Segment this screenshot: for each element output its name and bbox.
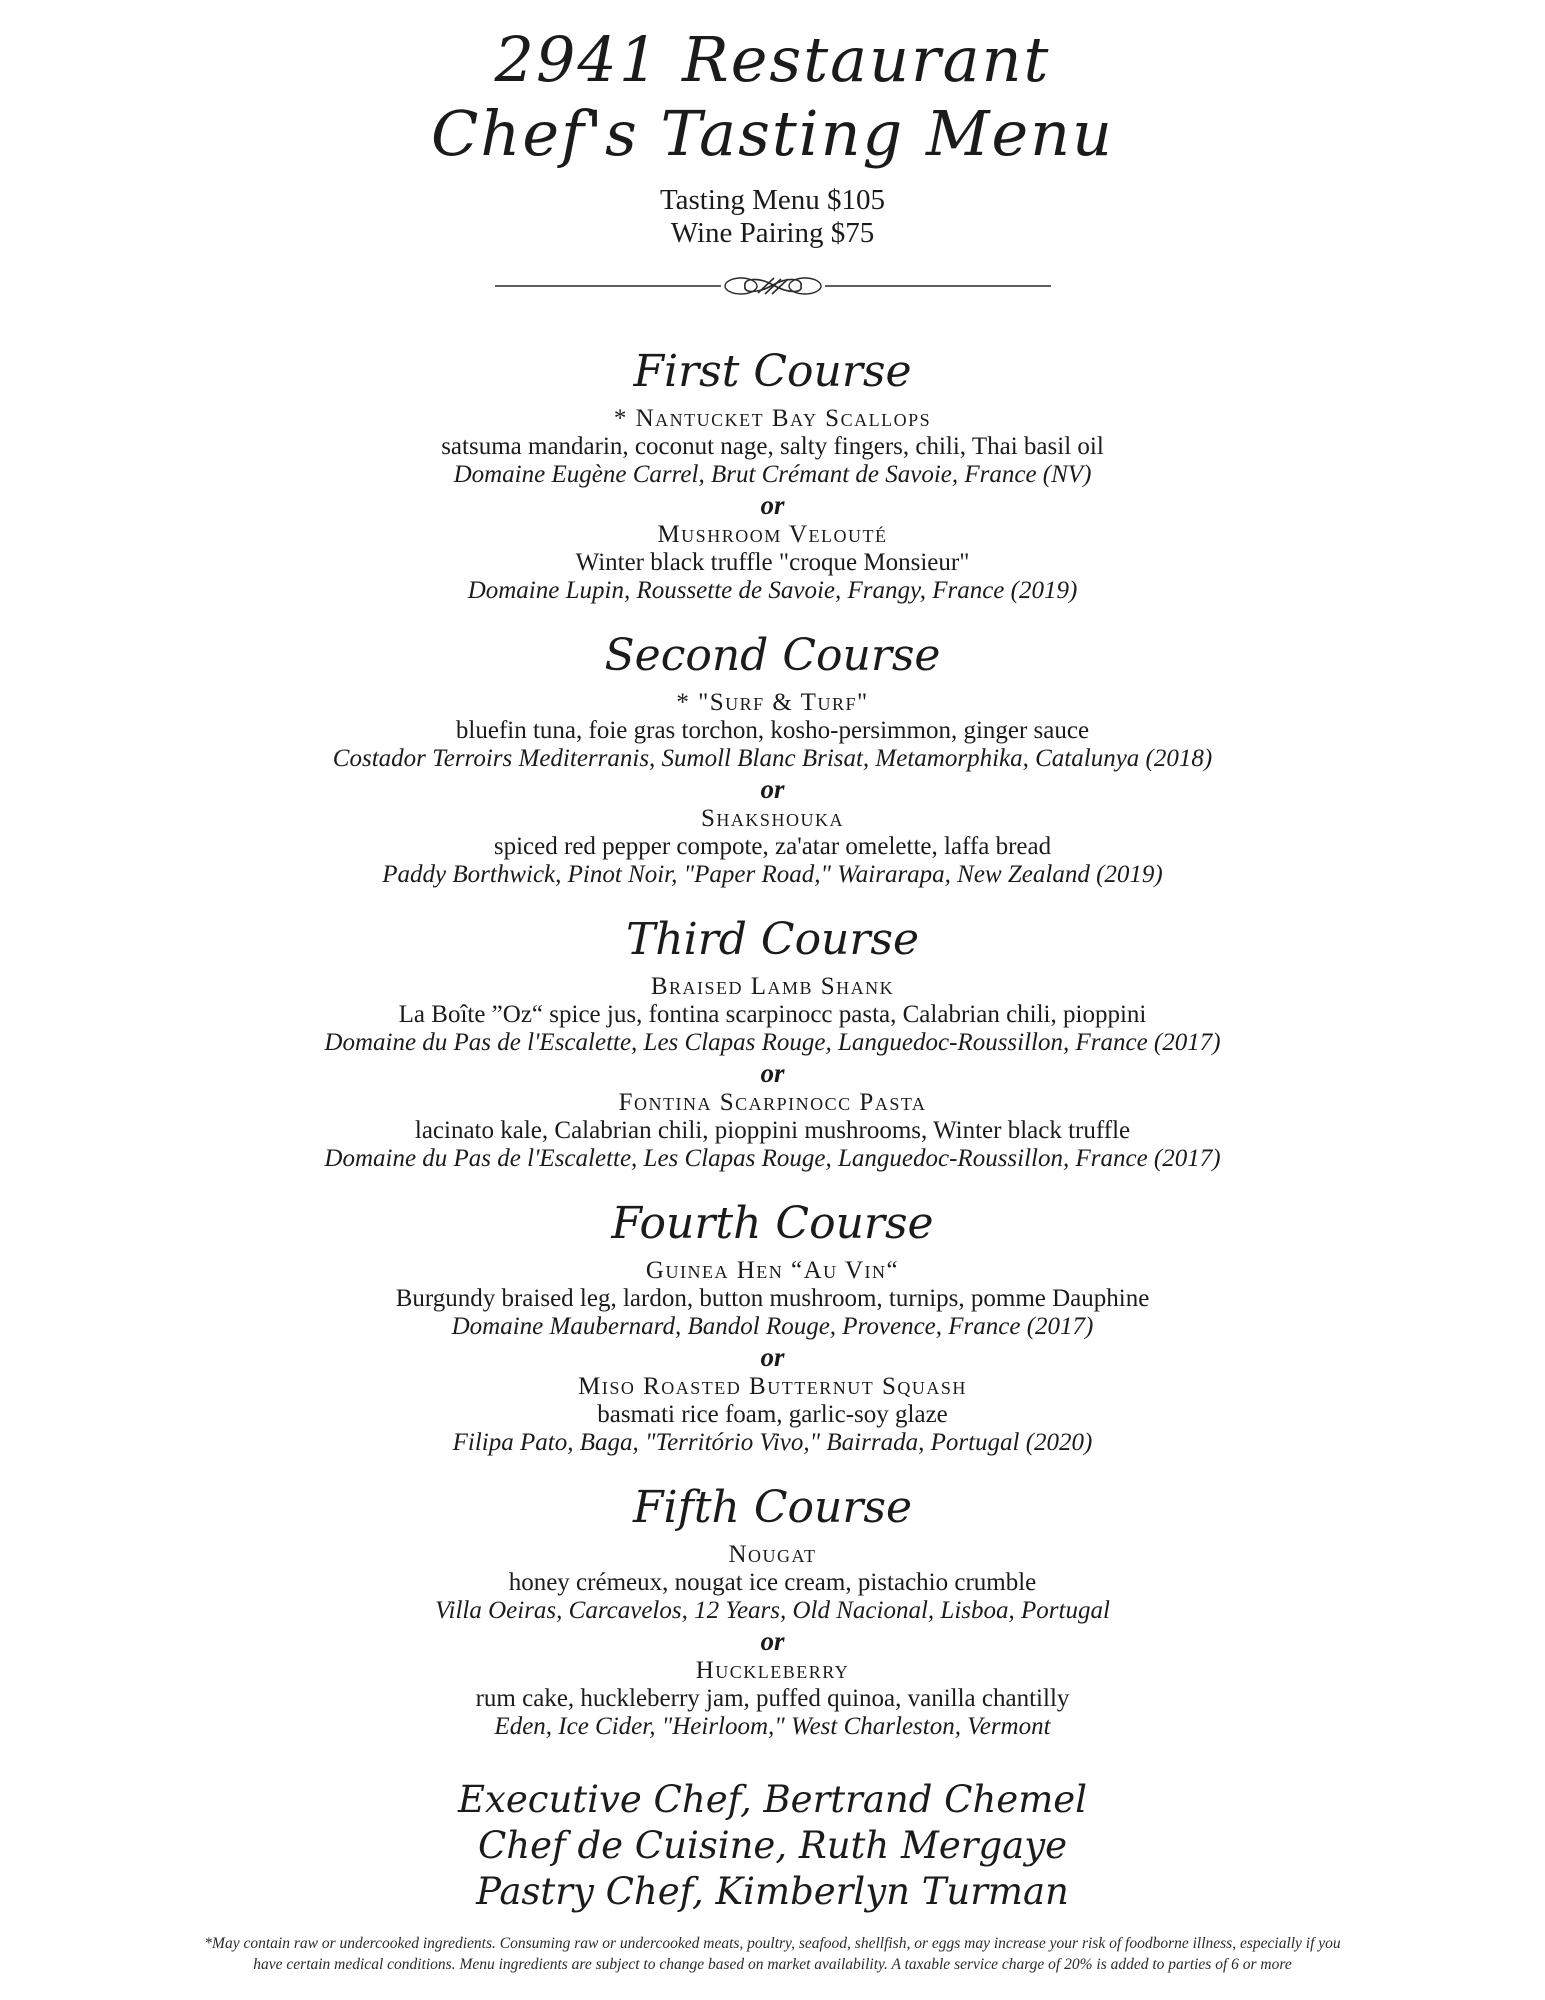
- dish-description: Burgundy braised leg, lardon, button mushroom, turnips, pomme Dauphine: [395, 1285, 1150, 1312]
- dish-name: Fontina Scarpinocc Pasta: [618, 1089, 927, 1116]
- or-separator: or: [760, 1626, 785, 1656]
- wine-pairing: Domaine Eugène Carrel, Brut Crémant de Savoie, France (NV): [453, 461, 1092, 488]
- menu-item: [0, 973, 1545, 1057]
- dish-name: * "Surf & Turf": [676, 689, 869, 716]
- course-heading: Third Course: [625, 914, 920, 965]
- dish-name: Mushroom Velouté: [657, 521, 888, 548]
- course-heading: First Course: [633, 346, 912, 397]
- dish-description: honey crémeux, nougat ice cream, pistachio crumble: [508, 1569, 1037, 1596]
- chef-de-cuisine-signature: Chef de Cuisine, Ruth Mergaye: [477, 1824, 1068, 1867]
- menu-item: [0, 1373, 1545, 1457]
- wine-pairing-price: Wine Pairing $75: [670, 217, 875, 249]
- menu-item: [0, 521, 1545, 605]
- dish-description: Winter black truffle "croque Monsieur": [575, 549, 970, 576]
- dish-name: * Nantucket Bay Scallops: [613, 405, 932, 432]
- course-heading: Second Course: [604, 630, 941, 681]
- dish-description: lacinato kale, Calabrian chili, pioppini mushrooms, Winter black truffle: [414, 1117, 1131, 1144]
- menu-item: [0, 805, 1545, 889]
- wine-pairing: Villa Oeiras, Carcavelos, 12 Years, Old Nacional, Lisboa, Portugal: [435, 1597, 1110, 1624]
- price-block: [0, 184, 1545, 250]
- wine-pairing: Filipa Pato, Baga, "Território Vivo," Bairrada, Portugal (2020): [452, 1429, 1093, 1456]
- menu-item: [0, 1257, 1545, 1341]
- course-section-first: [0, 343, 1545, 605]
- wine-pairing: Domaine Lupin, Roussette de Savoie, Frangy, France (2019): [467, 577, 1078, 604]
- dish-name: Nougat: [728, 1541, 817, 1568]
- dish-description: spiced red pepper compote, za'atar omelette, laffa bread: [493, 833, 1052, 860]
- tasting-menu-price: Tasting Menu $105: [659, 184, 886, 216]
- course-heading: Fourth Course: [611, 1198, 934, 1249]
- chef-signatures: [0, 1777, 1545, 1915]
- pastry-chef-signature: Pastry Chef, Kimberlyn Turman: [476, 1870, 1069, 1913]
- dish-name: Guinea Hen “Au Vin“: [645, 1257, 900, 1284]
- or-separator: or: [760, 774, 785, 804]
- dish-description: bluefin tuna, foie gras torchon, kosho-persimmon, ginger sauce: [455, 717, 1090, 744]
- course-section-fourth: [0, 1195, 1545, 1457]
- course-section-third: [0, 911, 1545, 1173]
- divider-knot-icon: [493, 272, 1053, 300]
- dish-description: La Boîte ”Oz“ spice jus, fontina scarpinocc pasta, Calabrian chili, pioppini: [398, 1001, 1147, 1028]
- dish-name: Braised Lamb Shank: [650, 973, 895, 1000]
- dish-description: basmati rice foam, garlic-soy glaze: [597, 1401, 948, 1428]
- disclaimer-line-2: have certain medical conditions. Menu ingredients are subject to change based on market availability. A taxable service charge of 20% is added to parties of 6 or more: [253, 1956, 1292, 1973]
- menu-item: [0, 689, 1545, 773]
- dish-name: Miso Roasted Butternut Squash: [578, 1373, 967, 1400]
- or-separator: or: [760, 1058, 785, 1088]
- course-section-second: [0, 627, 1545, 889]
- wine-pairing: Costador Terroirs Mediterranis, Sumoll Blanc Brisat, Metamorphika, Catalunya (2018): [332, 745, 1213, 772]
- dish-name: Shakshouka: [701, 805, 844, 832]
- wine-pairing: Domaine du Pas de l'Escalette, Les Clapas Rouge, Languedoc-Roussillon, France (2017): [324, 1029, 1221, 1056]
- restaurant-name: 2941 Restaurant: [494, 23, 1051, 96]
- or-separator: or: [760, 1342, 785, 1372]
- page-title: Chef's Tasting Menu: [430, 97, 1114, 170]
- executive-chef-signature: Executive Chef, Bertrand Chemel: [457, 1778, 1088, 1821]
- course-section-fifth: [0, 1479, 1545, 1741]
- menu-item: [0, 1541, 1545, 1625]
- footer-disclaimer: [0, 1933, 1545, 1975]
- dish-description: rum cake, huckleberry jam, puffed quinoa, vanilla chantilly: [475, 1685, 1070, 1712]
- wine-pairing: Paddy Borthwick, Pinot Noir, "Paper Road," Wairarapa, New Zealand (2019): [382, 861, 1163, 888]
- wine-pairing: Domaine Maubernard, Bandol Rouge, Provence, France (2017): [451, 1313, 1094, 1340]
- wine-pairing: Domaine du Pas de l'Escalette, Les Clapas Rouge, Languedoc-Roussillon, France (2017): [324, 1145, 1221, 1172]
- menu-item: [0, 1657, 1545, 1741]
- or-separator: or: [760, 490, 785, 520]
- disclaimer-line-1: *May contain raw or undercooked ingredients. Consuming raw or undercooked meats, poultry, seafood, shellfish, or eggs may increase your risk of foodborne illness, especially if you: [204, 1935, 1341, 1952]
- dish-description: satsuma mandarin, coconut nage, salty fingers, chili, Thai basil oil: [441, 433, 1104, 460]
- wine-pairing: Eden, Ice Cider, "Heirloom," West Charleston, Vermont: [494, 1713, 1051, 1740]
- menu-item: [0, 1089, 1545, 1173]
- menu-item: [0, 405, 1545, 489]
- dish-name: Huckleberry: [695, 1657, 850, 1684]
- course-heading: Fifth Course: [632, 1482, 913, 1533]
